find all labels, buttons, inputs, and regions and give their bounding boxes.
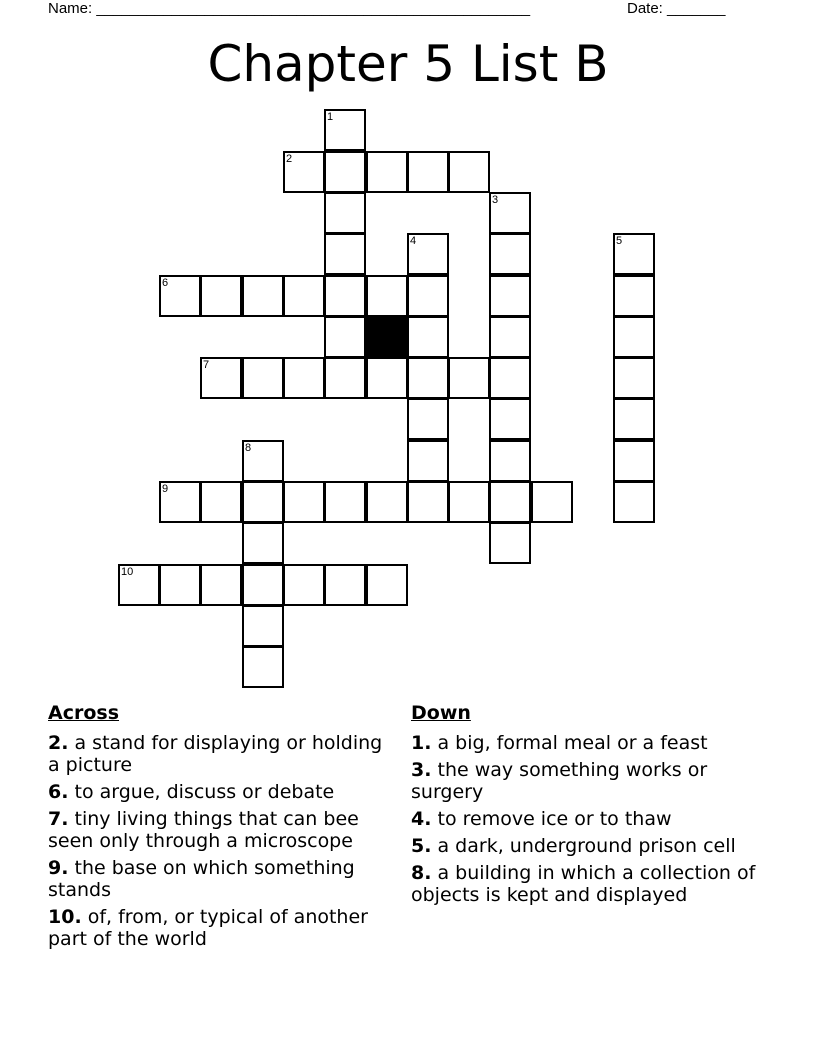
clue-number-label: 3. (411, 759, 432, 781)
crossword-cell[interactable] (407, 316, 449, 358)
down-clue (411, 862, 756, 906)
crossword-cell[interactable] (531, 481, 573, 523)
clue-number-label: 8. (411, 862, 432, 884)
crossword-cell[interactable] (283, 275, 325, 317)
crossword-cell[interactable] (159, 275, 201, 317)
down-clue (411, 835, 756, 857)
clue-number-label: 1. (411, 732, 432, 754)
clue-number: 4 (410, 235, 417, 247)
crossword-cell[interactable] (200, 275, 242, 317)
crossword-cell[interactable] (613, 481, 655, 523)
crossword-cell[interactable] (613, 275, 655, 317)
clue-number-label: 10. (48, 906, 82, 928)
across-clue (48, 906, 393, 950)
crossword-cell[interactable] (242, 481, 284, 523)
crossword-cell[interactable] (489, 192, 531, 234)
across-clue (48, 857, 393, 901)
crossword-cell[interactable] (489, 440, 531, 482)
date-field[interactable]: Date: _______ (627, 0, 726, 17)
crossword-cell[interactable] (324, 109, 366, 151)
crossword-cell[interactable] (200, 481, 242, 523)
clue-number: 5 (616, 235, 623, 247)
clue-number-label: 2. (48, 732, 69, 754)
crossword-cell[interactable] (613, 398, 655, 440)
clue-number-label: 5. (411, 835, 432, 857)
crossword-cell[interactable] (407, 151, 449, 193)
black-square (366, 316, 408, 358)
crossword-cell[interactable] (448, 357, 490, 399)
crossword-cell[interactable] (366, 275, 408, 317)
clue-number: 9 (162, 483, 169, 495)
down-heading: Down (411, 702, 471, 724)
clue-number-label: 7. (48, 808, 69, 830)
clue-number: 6 (162, 277, 169, 289)
crossword-cell[interactable] (366, 357, 408, 399)
clue-number-label: 6. (48, 781, 69, 803)
down-clue (411, 808, 756, 830)
clue-text: to remove ice or to thaw (437, 808, 672, 830)
clue-number-label: 4. (411, 808, 432, 830)
across-heading: Across (48, 702, 120, 724)
crossword-cell[interactable] (489, 357, 531, 399)
down-clue (411, 732, 756, 754)
crossword-cell[interactable] (407, 275, 449, 317)
crossword-cell[interactable] (242, 522, 284, 564)
clue-text: a building in which a collection of objects is kept and displayed (411, 862, 756, 906)
crossword-cell[interactable] (242, 605, 284, 647)
crossword-cell[interactable] (613, 233, 655, 275)
crossword-cell[interactable] (283, 564, 325, 606)
page-title: Chapter 5 List B (207, 35, 609, 93)
crossword-cell[interactable] (324, 233, 366, 275)
clue-number: 2 (286, 153, 293, 165)
crossword-cell[interactable] (200, 564, 242, 606)
crossword-cell[interactable] (489, 275, 531, 317)
crossword-cell[interactable] (283, 151, 325, 193)
crossword-cell[interactable] (448, 481, 490, 523)
crossword-cell[interactable] (242, 275, 284, 317)
clue-number: 7 (203, 359, 210, 371)
crossword-cell[interactable] (242, 357, 284, 399)
crossword-cell[interactable] (324, 192, 366, 234)
crossword-cell[interactable] (489, 316, 531, 358)
crossword-cell[interactable] (366, 481, 408, 523)
crossword-cell[interactable] (242, 646, 284, 688)
crossword-cell[interactable] (366, 151, 408, 193)
crossword-cell[interactable] (407, 481, 449, 523)
across-clue (48, 781, 393, 803)
crossword-cell[interactable] (489, 398, 531, 440)
clue-text: tiny living things that can bee seen only through a microscope (48, 808, 359, 852)
crossword-cell[interactable] (366, 564, 408, 606)
down-clue (411, 759, 756, 803)
crossword-cell[interactable] (324, 151, 366, 193)
crossword-cell[interactable] (489, 522, 531, 564)
clue-number: 1 (327, 111, 334, 123)
across-clues (48, 700, 393, 955)
clue-text: the base on which something stands (48, 857, 355, 901)
crossword-cell[interactable] (324, 564, 366, 606)
crossword-cell[interactable] (283, 357, 325, 399)
crossword-cell[interactable] (324, 357, 366, 399)
down-clues (411, 700, 756, 911)
crossword-cell[interactable] (407, 398, 449, 440)
across-clue (48, 808, 393, 852)
crossword-cell[interactable] (242, 564, 284, 606)
crossword-cell[interactable] (159, 481, 201, 523)
crossword-cell[interactable] (407, 440, 449, 482)
clue-text: a dark, underground prison cell (437, 835, 736, 857)
crossword-cell[interactable] (613, 357, 655, 399)
crossword-cell[interactable] (489, 481, 531, 523)
clue-text: to argue, discuss or debate (74, 781, 335, 803)
crossword-cell[interactable] (613, 316, 655, 358)
across-clue (48, 732, 393, 776)
crossword-cell[interactable] (613, 440, 655, 482)
clue-number: 3 (492, 194, 499, 206)
crossword-cell[interactable] (407, 357, 449, 399)
crossword-cell[interactable] (242, 440, 284, 482)
crossword-cell[interactable] (324, 275, 366, 317)
clue-number: 8 (245, 442, 252, 454)
crossword-cell[interactable] (448, 151, 490, 193)
crossword-cell[interactable] (283, 481, 325, 523)
clue-number-label: 9. (48, 857, 69, 879)
crossword-cell[interactable] (118, 564, 160, 606)
crossword-cell[interactable] (407, 233, 449, 275)
crossword-cell[interactable] (324, 481, 366, 523)
clue-text: the way something works or surgery (411, 759, 708, 803)
clue-text: a big, formal meal or a feast (437, 732, 708, 754)
crossword-cell[interactable] (200, 357, 242, 399)
crossword-cell[interactable] (159, 564, 201, 606)
clue-number: 10 (121, 566, 134, 578)
crossword-cell[interactable] (489, 233, 531, 275)
name-field[interactable]: Name: ____________________________________________________ (48, 0, 531, 17)
clue-text: a stand for displaying or holding a picture (48, 732, 383, 776)
crossword-cell[interactable] (324, 316, 366, 358)
clue-text: of, from, or typical of another part of the world (48, 906, 368, 950)
